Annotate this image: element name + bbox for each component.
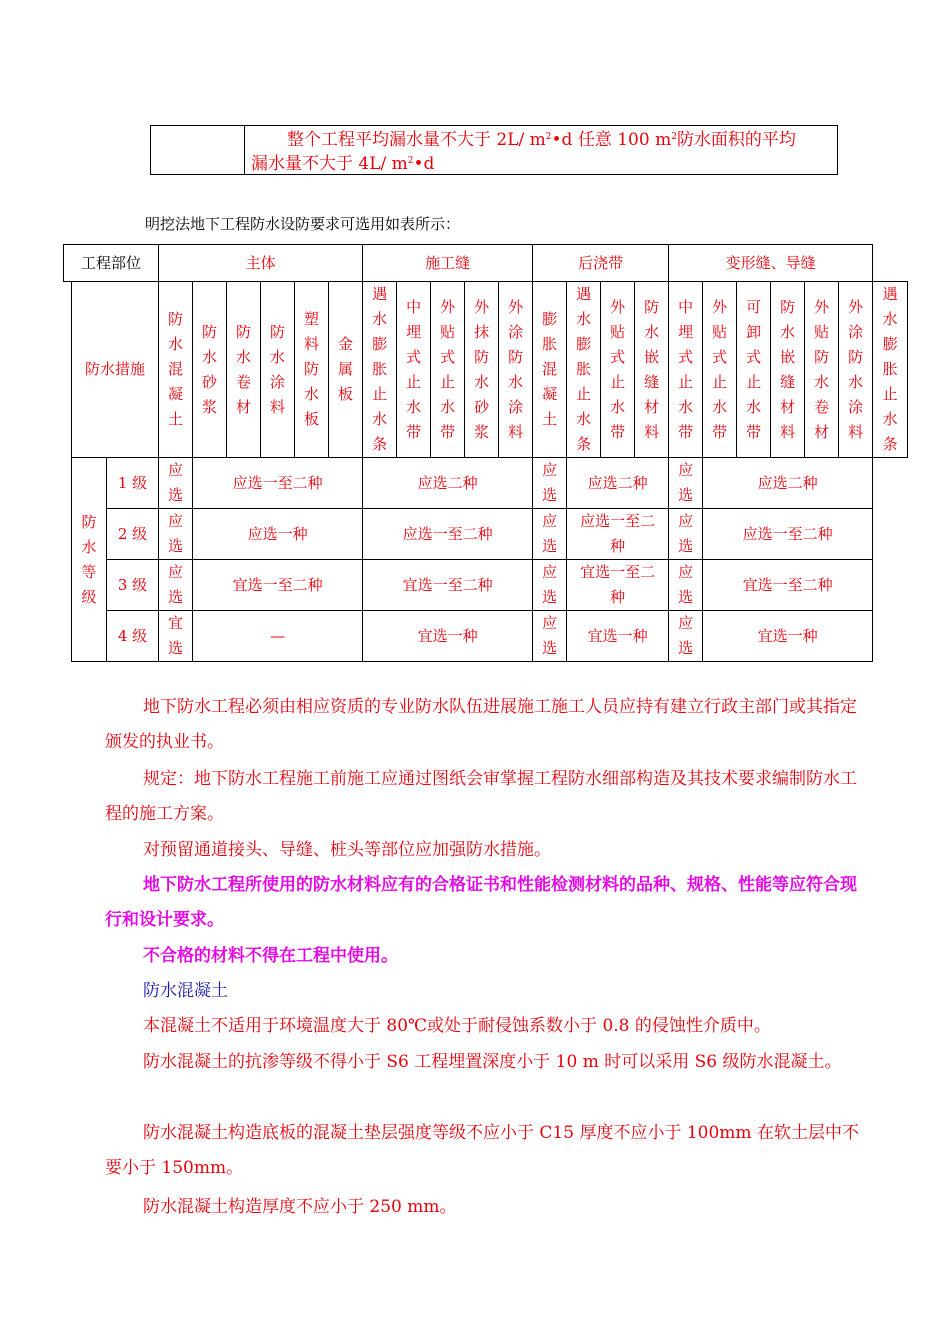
measure-cell: 外涂防水涂料 xyxy=(839,282,873,458)
grade-level: 4 级 xyxy=(107,611,159,662)
grade-level: 3 级 xyxy=(107,560,159,611)
grade-cell: 宜选 xyxy=(159,611,193,662)
line1-part-a: 整个工程平均漏水量不大于 2L/ m xyxy=(287,130,546,150)
measure-cell: 防水砂浆 xyxy=(193,282,227,458)
leakage-standard-text xyxy=(251,128,836,176)
grade-cell: 应选二种 xyxy=(363,458,533,509)
paragraph-reinforce: 对预留通道接头、导缝、桩头等部位应加强防水措施。 xyxy=(143,840,551,860)
table-caption: 明挖法地下工程防水设防要求可选用如表所示： xyxy=(145,215,461,233)
grade-cell: 应选 xyxy=(669,560,703,611)
grade-cell: 应选一至二种 xyxy=(193,458,363,509)
grade-cell: 应选 xyxy=(533,458,567,509)
grade-level: 1 级 xyxy=(107,458,159,509)
line2-part-b: •d xyxy=(413,154,435,174)
header-row xyxy=(64,245,908,282)
left-gap xyxy=(64,458,72,509)
grade-cell: 宜选一种 xyxy=(567,611,669,662)
header-part: 工程部位 xyxy=(64,245,159,282)
measure-cell: 防水嵌缝材料 xyxy=(635,282,669,458)
measure-cell: 塑料防水板 xyxy=(295,282,329,458)
paragraph-qualification: 地下防水工程必须由相应资质的专业防水队伍进展施工施工人员应持有建立行政主部门或其指定颁发的执业书。 xyxy=(105,697,857,752)
waterproofing-requirements-table xyxy=(63,244,908,662)
grade-row-3 xyxy=(64,560,908,611)
measure-cell: 中埋式止水带 xyxy=(397,282,431,458)
measure-cell: 防水涂料 xyxy=(261,282,295,458)
measure-cell: 可卸式止水带 xyxy=(737,282,771,458)
grade-cell: 应选 xyxy=(533,560,567,611)
grade-cell: 宜选一至二种 xyxy=(363,560,533,611)
measure-cell: 外抹防水砂浆 xyxy=(465,282,499,458)
left-gap xyxy=(64,560,72,611)
box-divider xyxy=(244,126,245,174)
grade-cell: 应选二种 xyxy=(703,458,873,509)
grade-cell: 应选 xyxy=(533,611,567,662)
measure-cell: 膨胀混凝土 xyxy=(533,282,567,458)
paragraph-thickness: 防水混凝土构造厚度不应小于 250 mm。 xyxy=(143,1197,457,1217)
grade-cell: 应选一至二种 xyxy=(363,509,533,560)
left-gap xyxy=(64,282,72,458)
measure-cell: 外涂防水涂料 xyxy=(499,282,533,458)
grade-cell: 宜选一种 xyxy=(363,611,533,662)
measures-row xyxy=(64,282,908,458)
measure-cell: 遇水膨胀止水条 xyxy=(567,282,601,458)
superscript: 2 xyxy=(671,132,677,142)
superscript: 2 xyxy=(545,132,552,142)
grade-cell: 宜选一至二种 xyxy=(193,560,363,611)
grade-cell: 应选二种 xyxy=(567,458,669,509)
grade-row-4 xyxy=(64,611,908,662)
grade-cell: 应选 xyxy=(159,560,193,611)
grade-cell: 宜选一至二种 xyxy=(703,560,873,611)
left-gap xyxy=(64,611,72,662)
header-post-pour-strip: 后浇带 xyxy=(533,245,669,282)
measure-cell: 中埋式止水带 xyxy=(669,282,703,458)
section-heading-waterproof-concrete: 防水混凝土 xyxy=(143,981,228,1001)
superscript: 2 xyxy=(407,156,414,166)
grade-cell: — xyxy=(193,611,363,662)
grade-cell: 宜选一种 xyxy=(703,611,873,662)
grade-cell: 宜选一至二种 xyxy=(567,560,669,611)
paragraph-materials: 地下防水工程所使用的防水材料应有的合格证书和性能检测材料的品种、规格、性能等应符合现行和设计要求。 xyxy=(105,875,857,930)
grade-level: 2 级 xyxy=(107,509,159,560)
header-main: 主体 xyxy=(159,245,363,282)
measure-cell: 防水卷材 xyxy=(227,282,261,458)
grade-label: 防水等级 xyxy=(72,458,107,662)
grade-cell: 应选 xyxy=(533,509,567,560)
grade-cell: 应选 xyxy=(669,611,703,662)
paragraph-cushion-layer: 防水混凝土构造底板的混凝土垫层强度等级不应小于 C15 厚度不应小于 100mm 在软土层中不要小于 150mm。 xyxy=(105,1123,859,1178)
grade-cell: 应选一种 xyxy=(193,509,363,560)
measure-cell: 外贴式止水带 xyxy=(703,282,737,458)
measure-cell: 外贴式止水带 xyxy=(431,282,465,458)
left-gap xyxy=(64,509,72,560)
measures-label: 防水措施 xyxy=(72,282,159,458)
grade-cell: 应选一至二种 xyxy=(567,509,669,560)
header-deformation-joint: 变形缝、导缝 xyxy=(669,245,873,282)
measure-cell: 遇水膨胀止水条 xyxy=(363,282,397,458)
paragraph-unqualified: 不合格的材料不得在工程中使用。 xyxy=(143,946,398,966)
grade-cell: 应选 xyxy=(669,509,703,560)
measure-cell: 防水嵌缝材料 xyxy=(771,282,805,458)
grade-row-1 xyxy=(64,458,908,509)
measure-cell: 金属板 xyxy=(329,282,363,458)
grade-cell: 应选 xyxy=(669,458,703,509)
measure-cell: 防水混凝土 xyxy=(159,282,193,458)
grade-cell: 应选 xyxy=(159,458,193,509)
header-construction-joint: 施工缝 xyxy=(363,245,533,282)
paragraph-applicability: 本混凝土不适用于环境温度大于 80℃或处于耐侵蚀系数小于 0.8 的侵蚀性介质中。 xyxy=(143,1016,771,1036)
grade-cell: 应选一至二种 xyxy=(703,509,873,560)
measure-cell: 外贴防水卷材 xyxy=(805,282,839,458)
paragraph-impermeability: 防水混凝土的抗渗等级不得小于 S6 工程埋置深度小于 10 m 时可以采用 S6 级防水混凝土。 xyxy=(143,1052,842,1072)
line2-part-a: 漏水量不大于 4L/ m xyxy=(251,154,408,174)
paragraph-regulation: 规定：地下防水工程施工前施工应通过图纸会审掌握工程防水细部构造及其技术要求编制防水工程的施工方案。 xyxy=(105,769,857,824)
line1-part-c: 防水面积的平均 xyxy=(676,130,796,150)
line1-part-b: •d 任意 100 m xyxy=(551,130,672,150)
grade-row-2 xyxy=(64,509,908,560)
grade-cell: 应选 xyxy=(159,509,193,560)
measure-cell: 外贴式止水带 xyxy=(601,282,635,458)
measure-cell: 遇水膨胀止水条 xyxy=(873,282,908,458)
leakage-standard-box xyxy=(150,125,838,175)
